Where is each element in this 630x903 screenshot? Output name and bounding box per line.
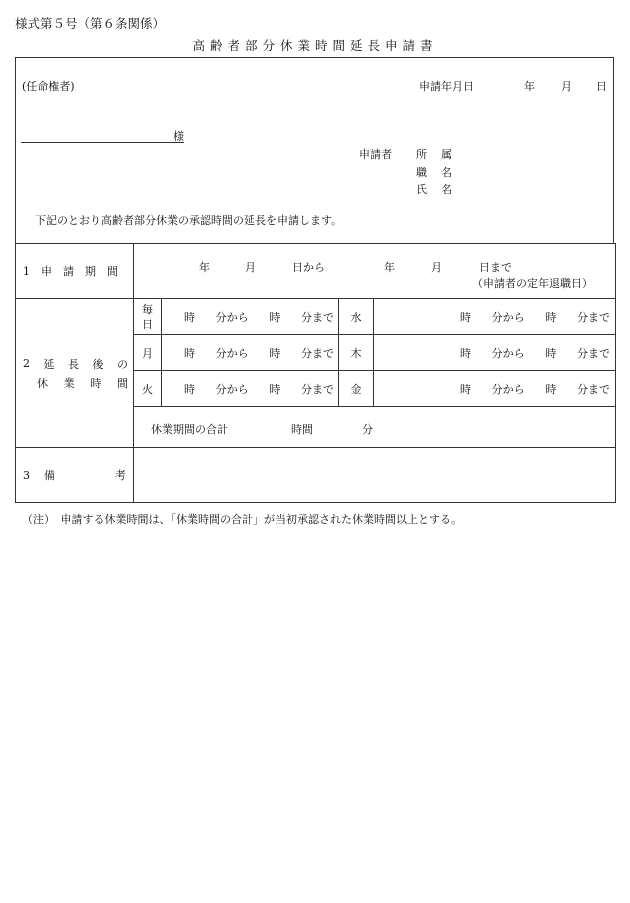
time-cell-everyday[interactable]: 時 分から 時 分まで [162, 299, 339, 335]
header-box [15, 57, 614, 244]
form-number: 様式第５号（第６条関係） [15, 16, 166, 31]
section-3-label: 3 備 考 [16, 448, 134, 503]
appointer-label: (任命権者) [22, 80, 75, 93]
addressee-underline[interactable] [21, 142, 184, 143]
section-1-label: 1 申 請 期 間 [16, 244, 134, 299]
date-month-label[interactable]: 月 [561, 80, 572, 93]
time-cell-monday[interactable]: 時 分から 時 分まで [162, 335, 339, 371]
position-label: 職 名 [416, 166, 452, 179]
application-statement: 下記のとおり高齢者部分休業の承認時間の延長を申請します。 [35, 214, 343, 227]
day-cell-friday: 金 [339, 371, 374, 407]
period-from-month: 月 [245, 260, 256, 274]
day-cell-thursday: 木 [339, 335, 374, 371]
applicant-label: 申請者 [359, 148, 392, 161]
time-cell-friday[interactable]: 時 分から 時 分まで [374, 371, 616, 407]
retirement-date-note: （申請者の定年退職日） [472, 276, 593, 290]
total-leave-time-cell[interactable] [134, 407, 616, 448]
name-label: 氏 名 [416, 183, 452, 196]
period-from-year: 年 [199, 260, 210, 274]
day-cell-monday: 月 [134, 335, 162, 371]
application-table [15, 243, 616, 503]
application-date-label: 申請年月日 [419, 80, 474, 93]
total-minutes-unit: 分 [362, 422, 373, 436]
footnote: （注） 申請する休業時間は、「休業時間の合計」が当初承認された休業時間以上とする。 [22, 513, 462, 526]
period-to-month: 月 [431, 260, 442, 274]
remarks-cell[interactable] [134, 448, 616, 503]
honorific-sama: 様 [173, 130, 184, 143]
period-to-day: 日まで [479, 260, 512, 274]
time-cell-wednesday[interactable]: 時 分から 時 分まで [374, 299, 616, 335]
section-2-label: 2 延 長 後 の 休 業 時 間 [16, 299, 134, 448]
day-cell-wednesday: 水 [339, 299, 374, 335]
document-title: 高齢者部分休業時間延長申請書 [192, 38, 438, 53]
section-1-row [16, 244, 616, 299]
section-3-row [16, 448, 616, 503]
period-to-year: 年 [384, 260, 395, 274]
date-year-label[interactable]: 年 [524, 80, 535, 93]
total-leave-label: 休業期間の合計 [151, 422, 228, 436]
period-cell[interactable] [134, 244, 616, 299]
time-cell-tuesday[interactable]: 時 分から 時 分まで [162, 371, 339, 407]
date-day-label[interactable]: 日 [596, 80, 607, 93]
day-cell-tuesday: 火 [134, 371, 162, 407]
section-2-row-1 [16, 299, 616, 335]
day-cell-everyday: 毎 日 [134, 299, 162, 335]
period-from-day: 日から [292, 260, 325, 274]
affiliation-label: 所 属 [416, 148, 452, 161]
total-hours-unit: 時間 [291, 422, 313, 436]
time-cell-thursday[interactable]: 時 分から 時 分まで [374, 335, 616, 371]
